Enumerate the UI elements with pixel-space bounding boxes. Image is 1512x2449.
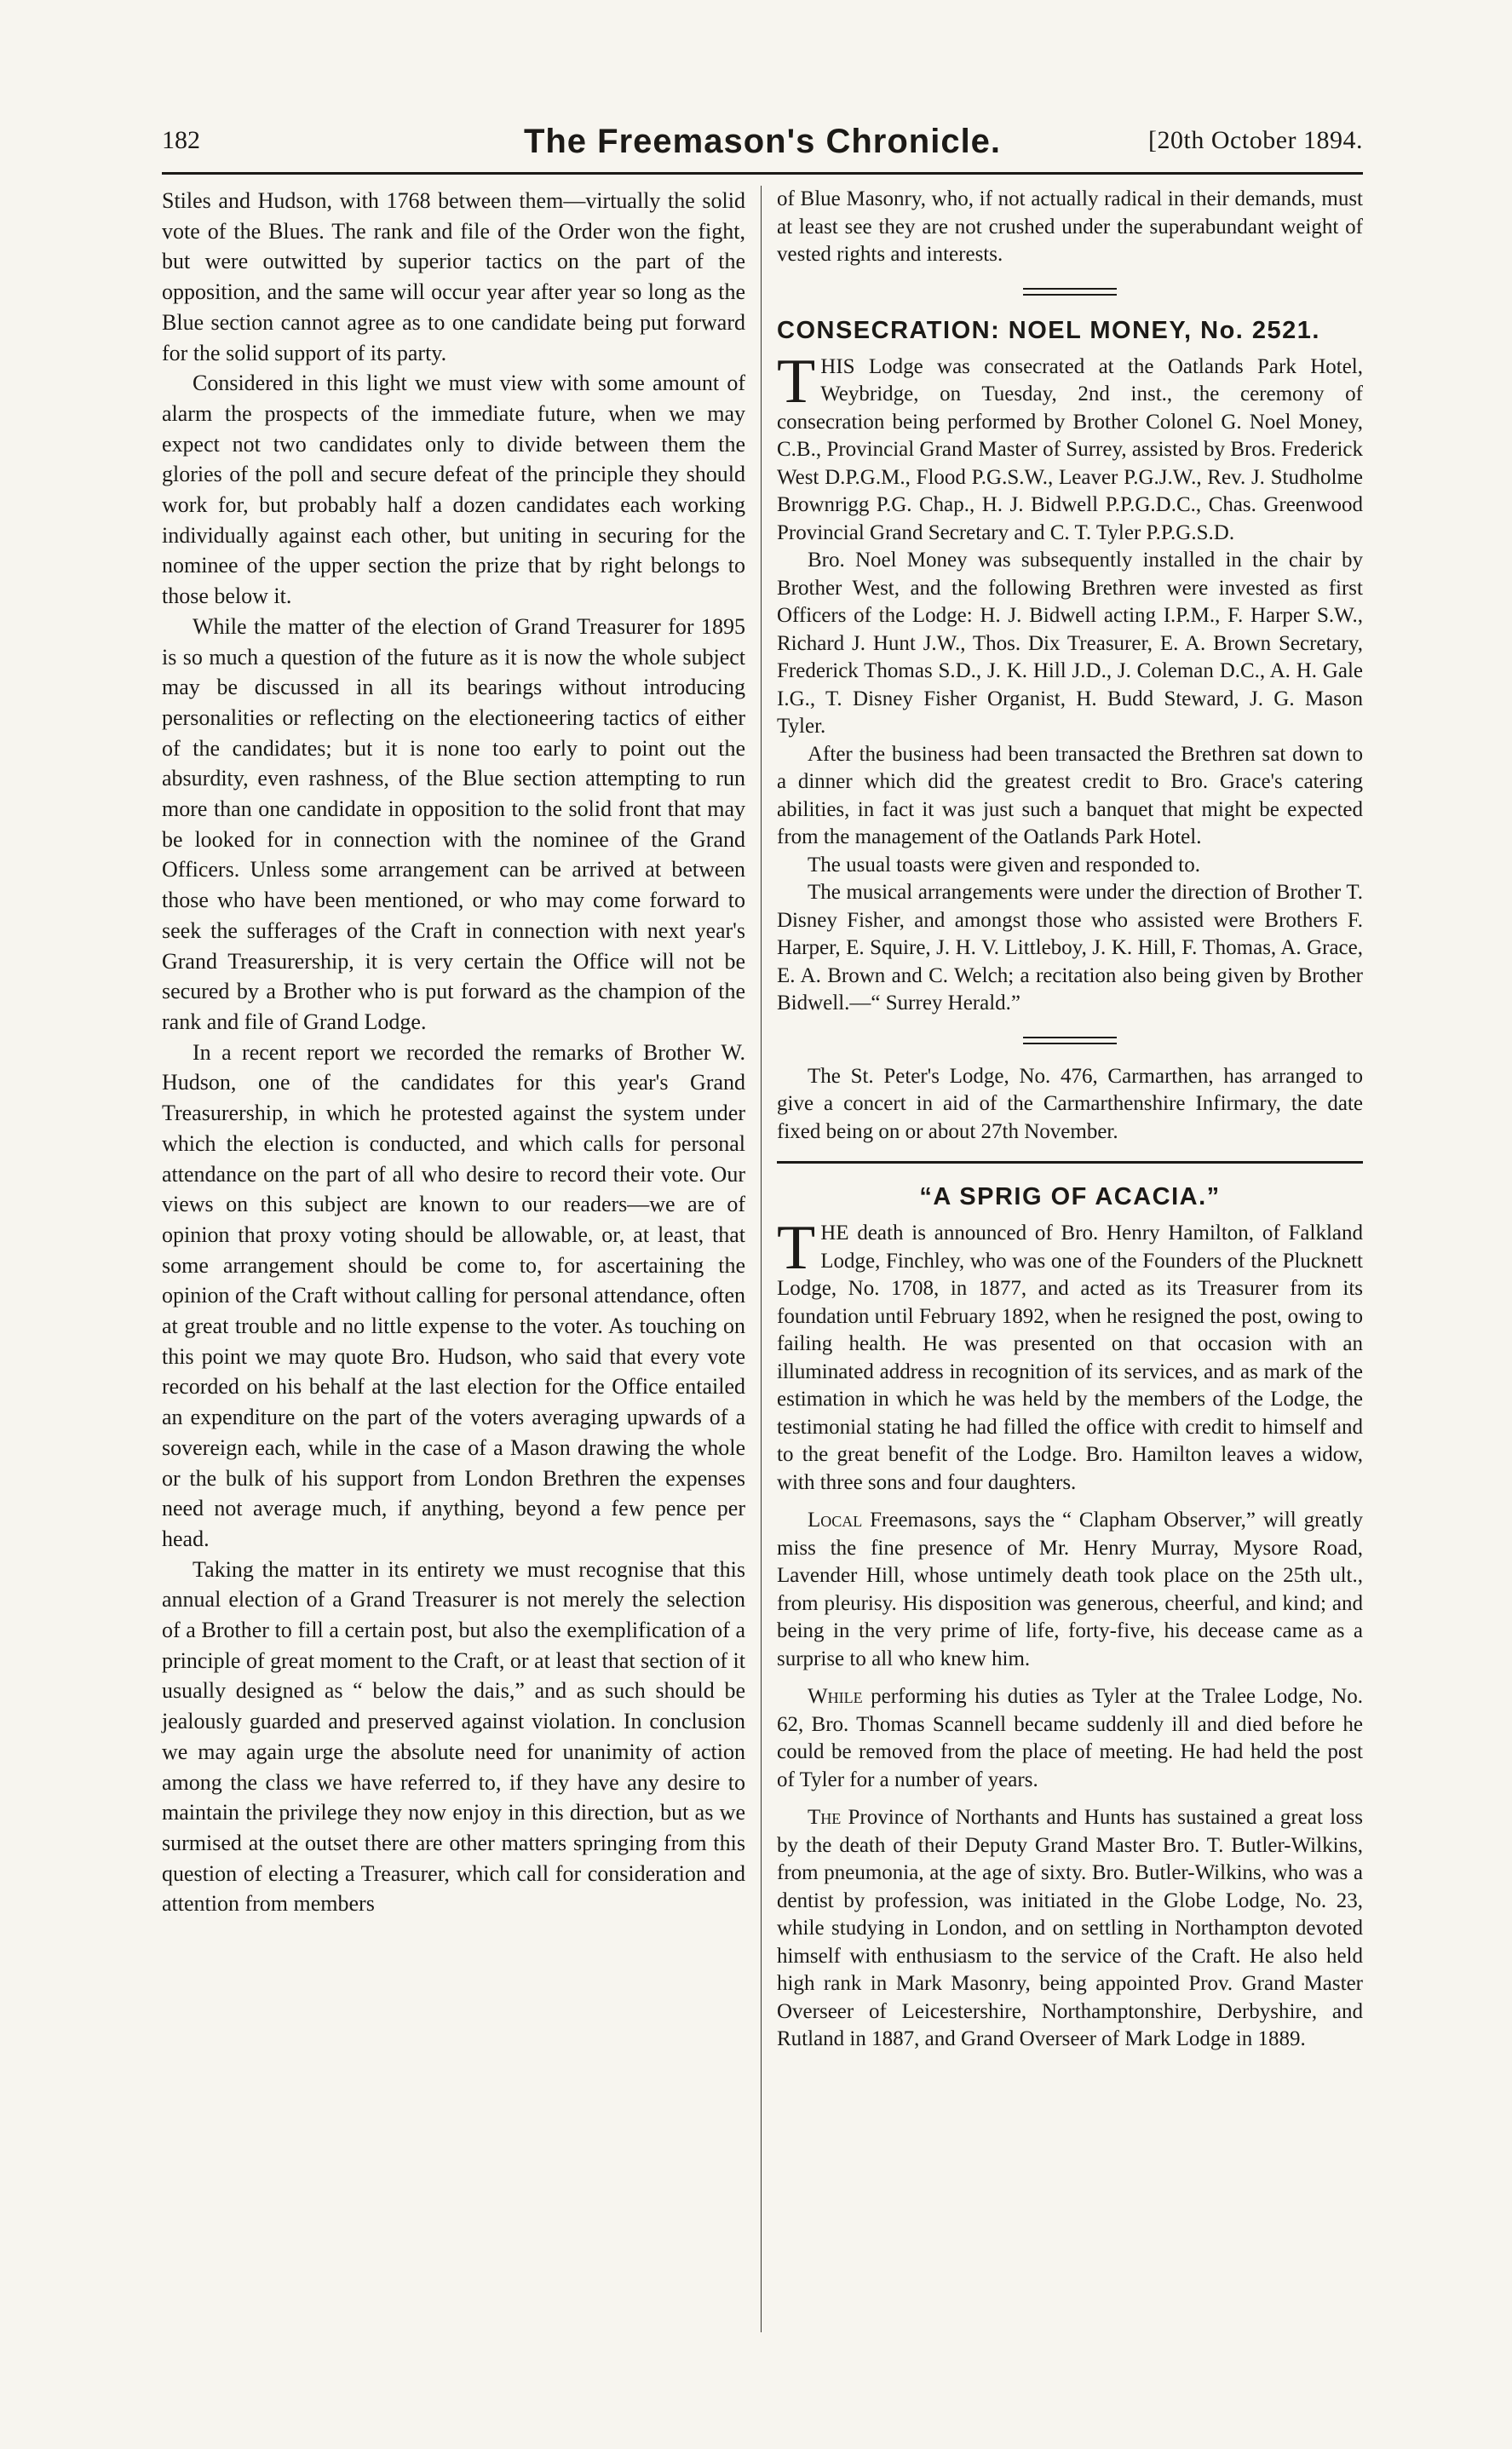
section-rule bbox=[777, 1161, 1363, 1164]
consecration-paragraph: The usual toasts were given and responded to. bbox=[808, 853, 1200, 877]
section-divider bbox=[1023, 288, 1117, 296]
header-rule bbox=[162, 172, 1363, 175]
left-paragraph: Considered in this light we must view with some amount of alarm the prospects of the immediate future, when we may expect not two candidates only to divide between them the glories of the poll and secure defeat of the principle they should work for, but probably half a dozen candidates each working individually against each other, but uniting in securing for the nominee of the upper section the prize that by right belongs to those below it. bbox=[162, 371, 745, 609]
column-divider bbox=[761, 186, 762, 2332]
continuation-paragraph: of Blue Masonry, who, if not actually radical in their demands, must at least see they are not crushed under the superabundant weight of vested rights and interests. bbox=[777, 187, 1363, 266]
left-paragraph: While the matter of the election of Grand Treasurer for 1895 is so much a question of the future as it is now the whole subject may be discussed in all its bearings without introducing personalities or reflecting on the electioneering tactics of either of the candidates; but it is none too early to point out the absurdity, even rashness, of the Blue section attempting to run more than one candidate in opposition to the solid front that may be looked for in connection with the nominee of the Grand Officers. Unless some arrangement can be arrived at between those who have been mentioned, or who may come forward to seek the sufferages of the Craft in connection with next year's Grand Treasurership, it is very certain the Office will not be secured by a Brother who is put forward as the champion of the rank and file of Grand Lodge. bbox=[162, 613, 745, 1034]
acacia-heading: “A SPRIG OF ACACIA.” bbox=[919, 1183, 1221, 1210]
consecration-paragraph: After the business had been transacted the Brethren sat down to a dinner which did the greatest credit to Bro. Grace's catering abilities, in fact it was just such a banquet that might be expected from the management of the Oatlands Park Hotel. bbox=[777, 742, 1363, 848]
acacia-first-paragraph: THE death is announced of Bro. Henry Hamilton, of Falkland Lodge, Finchley, who was one of the Founders of the Plucknett Lodge, No. 1708, in 1877, and acted as its Treasurer from its foundation until February 1892, when he resigned the post, owing to failing health. He was presented on that occasion with an illuminated address in recognition of its services, and as mark of the estimation in which he was held by the members of the Lodge, the testimonial stating he had filled the office with credit to himself and to the great benefit of the Lodge. Bro. Hamilton leaves a widow, with three sons and four daughters. bbox=[777, 1213, 1363, 1494]
page-header bbox=[162, 123, 1363, 169]
st-peters-notice: The St. Peter's Lodge, No. 476, Carmarthen, has arranged to give a concert in aid of the Carmarthenshire Infirmary, the date fixed being on or about 27th November. bbox=[777, 1064, 1363, 1143]
obituary-item: Local Freemasons, says the “ Clapham Observer,” will greatly miss the fine presence of Mr. Henry Murray, Mysore Road, Lavender Hill, whose untimely death took place on the 25th ult., from pleurisy. His disposition was generous, cheerful, and kind; and being in the very prime of life, forty-five, his decease came as a surprise to all who knew him. bbox=[777, 1509, 1363, 1670]
page-number: 182 bbox=[162, 126, 200, 154]
consecration-heading: CONSECRATION: NOEL MONEY, No. 2521. bbox=[777, 316, 1320, 344]
left-paragraph: In a recent report we recorded the remarks of Brother W. Hudson, one of the candidates for this year's Grand Treasurership, in which he protested against the system under which the election is conducted, and which calls for personal attendance on the part of all who desire to record their vote. Our views on this subject are known to our readers—we are of opinion that proxy voting should be allowable, or, at least, that some arrangement should be come to, for ascertaining the opinion of the Craft without calling for personal attendance, often at great trouble and no little expense to the voter. As touching on this point we may quote Bro. Hudson, who said that every vote recorded on his behalf at the last election for the Office entailed an expenditure on the part of the voters averaging upwards of a sovereign each, while in the case of a Mason drawing the whole or the bulk of his support from London Brethren the expenses need not average much, if anything, beyond a few pence per head. bbox=[162, 1039, 745, 1551]
consecration-paragraph: The musical arrangements were under the direction of Brother T. Disney Fisher, and amongst those who assisted were Brothers F. Harper, E. Squire, J. H. V. Littleboy, J. K. Hill, F. Thomas, A. Grace, E. A. Brown and C. Welch; a recitation also being given by Brother Bidwell.—“ Surrey Herald.” bbox=[777, 881, 1363, 1015]
drop-cap: T bbox=[777, 346, 816, 417]
consecration-paragraph: Bro. Noel Money was subsequently installed in the chair by Brother West, and the following Brethren were invested as first Officers of the Lodge: H. J. Bidwell acting I.P.M., F. Harper S.W., Richard J. Hunt J.W., Thos. Dix Treasurer, E. A. Brown Secretary, Frederick Thomas S.D., J. K. Hill J.D., J. Coleman D.C., A. H. Gale I.G., T. Disney Fisher Organist, H. Budd Steward, J. G. Mason Tyler. bbox=[777, 549, 1363, 738]
right-column bbox=[777, 186, 1363, 2054]
publication-title: The Freemason's Chronicle. bbox=[523, 123, 1002, 160]
consecration-first-paragraph: THIS Lodge was consecrated at the Oatlands Park Hotel, Weybridge, on Tuesday, 2nd inst., the ceremony of consecration being performed by Brother Colonel G. Noel Money, C.B., Provincial Grand Master of Surrey, assisted by Bros. Frederick West D.P.G.M., Flood P.G.S.W., Leaver P.G.J.W., Rev. J. Studholme Brownrigg P.G. Chap., H. J. Bidwell P.P.G.D.C., Chas. Greenwood Provincial Grand Secretary and C. T. Tyler P.P.G.S.D. bbox=[777, 346, 1363, 544]
obituary-item: The Province of Northants and Hunts has sustained a great loss by the death of their Deputy Grand Master Bro. T. Butler-Wilkins, from pneumonia, at the age of sixty. Bro. Butler-Wilkins, who was a dentist by profession, was initiated in the Globe Lodge, No. 23, while studying in London, and on settling in Northampton devoted himself with enthusiasm to the service of the Craft. He also held high rank in Mark Masonry, being appointed Prov. Grand Master Overseer of Leicestershire, Northamptonshire, Derbyshire, and Rutland in 1887, and Grand Overseer of Mark Lodge in 1889. bbox=[777, 1806, 1363, 2050]
left-paragraph: Stiles and Hudson, with 1768 between them—virtually the solid vote of the Blues. The rank and file of the Order won the fight, but were outwitted by superior tactics on the part of the opposition, and the same will occur year after year so long as the Blue section cannot agree as to one candidate being put forward for the solid support of its party. bbox=[162, 188, 745, 365]
left-paragraph: Taking the matter in its entirety we must recognise that this annual election of a Grand Treasurer is not merely the selection of a Brother to fill a certain post, but also the exemplification of a principle of great moment to the Craft, or at least that section of it usually designed as “ below the dais,” and as such should be jealously guarded and preserved against violation. In conclusion we may again urge the absolute need for unanimity of action among the class we have referred to, if they have any desire to maintain the privilege they now enjoy in this direction, but as we surmised at the outset there are other matters springing from this question of electing a Treasurer, which call for consideration and attention from members bbox=[162, 1556, 745, 1917]
drop-cap: T bbox=[777, 1213, 816, 1283]
left-column bbox=[162, 186, 745, 1919]
obituary-item: While performing his duties as Tyler at the Tralee Lodge, No. 62, Bro. Thomas Scannell became suddenly ill and died before he could be removed from the place of meeting. He had held the post of Tyler for a number of years. bbox=[777, 1685, 1363, 1791]
section-divider bbox=[1023, 1037, 1117, 1044]
issue-date: [20th October 1894. bbox=[1148, 126, 1363, 154]
